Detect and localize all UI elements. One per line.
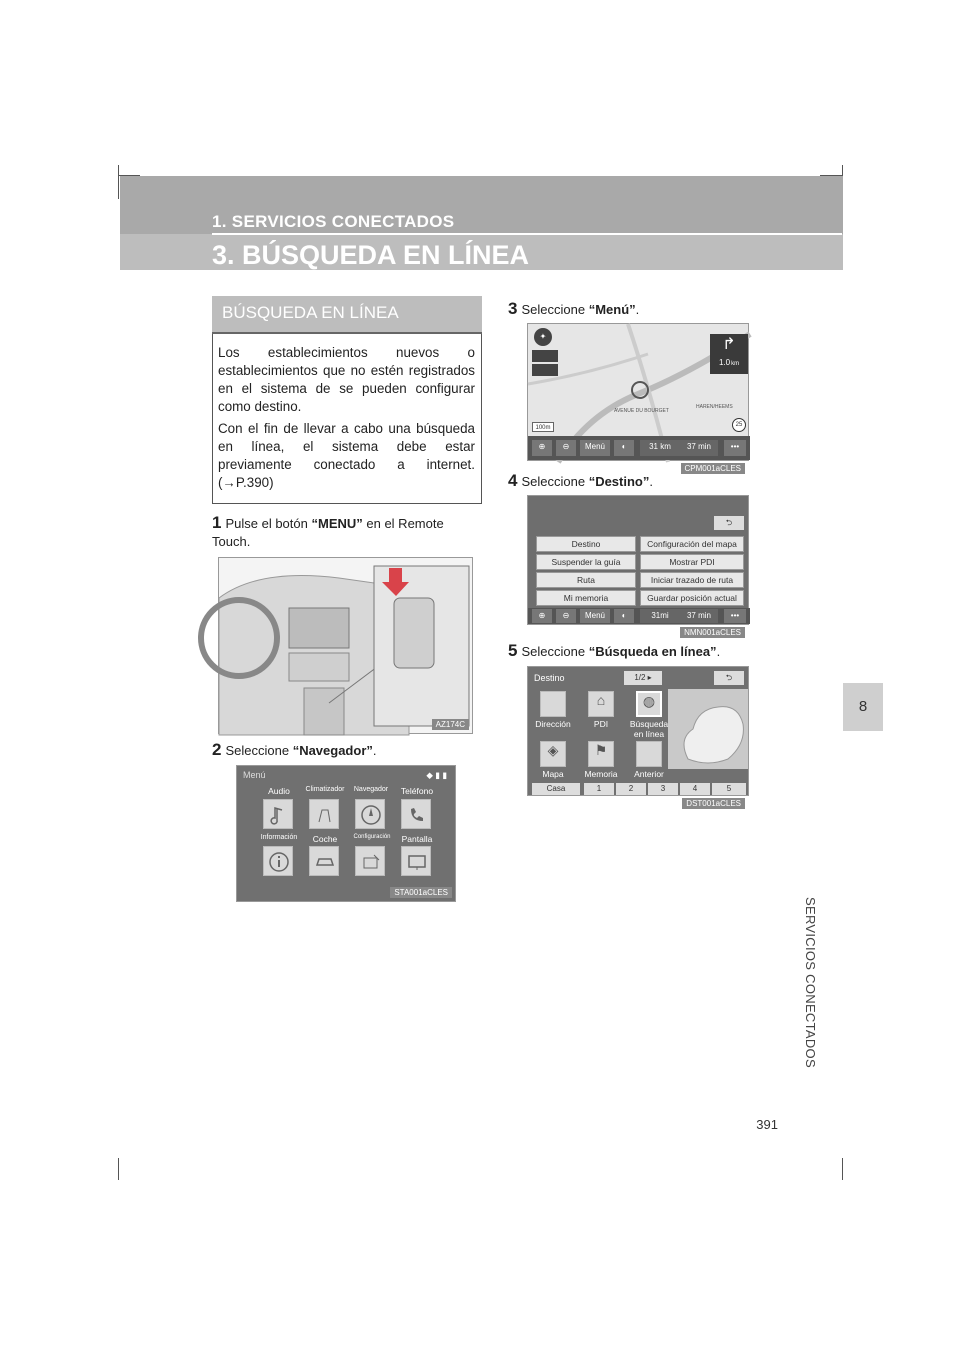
- back-button[interactable]: ⮌: [714, 516, 744, 530]
- infobox: [212, 334, 482, 504]
- step-text: .: [649, 474, 653, 489]
- page-title: 3. BÚSQUEDA EN LÍNEA: [212, 240, 530, 270]
- figure-menu-screen: [236, 765, 456, 902]
- nav-map-settings-button[interactable]: Configuración del mapa: [640, 536, 744, 552]
- figure-destination-screen: [527, 666, 749, 808]
- menu-settings-label: Configuración: [353, 834, 391, 840]
- dest-preset-1[interactable]: 1: [584, 783, 614, 795]
- menu-display-label: Pantalla: [401, 834, 433, 844]
- menu-audio-button[interactable]: [263, 799, 293, 829]
- dest-online-search-label: Búsqueda en línea: [629, 719, 669, 739]
- nav-destination-button[interactable]: Destino: [536, 536, 636, 552]
- car-interior-illustration: [219, 558, 474, 735]
- page-indicator[interactable]: 1/2 ▸: [624, 671, 662, 685]
- route-shield: 25: [732, 418, 746, 432]
- dest-map-button[interactable]: [540, 741, 566, 767]
- figure-label: CPM001aCLES: [681, 463, 745, 474]
- info-icon: [264, 847, 294, 877]
- step-4: [508, 472, 778, 491]
- crop-mark: [118, 165, 119, 199]
- infobox-paragraph: Con el fin de llevar a cabo una búsqueda en línea, el sistema debe estar previamente conectado a internet. (→P.390): [218, 421, 475, 490]
- trip-distance: 31 km: [640, 440, 680, 456]
- turn-arrow-icon: ↱: [722, 336, 736, 353]
- more-button[interactable]: •••: [724, 440, 746, 456]
- nav-my-memory-button[interactable]: Mi memoria: [536, 590, 636, 606]
- step-5: [508, 642, 778, 661]
- chapter-tab[interactable]: 8: [843, 683, 883, 731]
- menu-nav-button[interactable]: [355, 799, 385, 829]
- trip-time: 37 min: [680, 440, 718, 456]
- dest-memory-button[interactable]: [588, 741, 614, 767]
- section-title: 1. SERVICIOS CONECTADOS: [212, 212, 455, 231]
- seat-fan-icon: [310, 800, 340, 830]
- voice-button[interactable]: ◐: [614, 440, 634, 456]
- nav-suspend-guidance-button[interactable]: Suspender la guía: [536, 554, 636, 570]
- map-scale: 100m: [532, 422, 554, 432]
- figure-nav-menu-screen: [527, 495, 749, 637]
- settings-icon: [356, 847, 386, 877]
- header-divider: [212, 233, 842, 235]
- step-key: “MENU”: [311, 516, 363, 531]
- step-text: .: [716, 644, 721, 659]
- more-button[interactable]: •••: [724, 609, 746, 623]
- europe-map: [668, 689, 748, 769]
- crop-mark: [118, 1158, 119, 1180]
- step-text: Seleccione: [521, 302, 589, 317]
- dest-home-button[interactable]: Casa: [532, 783, 580, 795]
- map-option-button[interactable]: [532, 350, 558, 362]
- monitor-icon: [402, 847, 432, 877]
- page-header: [120, 176, 843, 270]
- step-text: .: [372, 743, 377, 758]
- nav-route-button[interactable]: Ruta: [536, 572, 636, 588]
- step-text: Seleccione: [225, 743, 293, 758]
- dest-poi-button[interactable]: [588, 691, 614, 717]
- step-key: “Destino”: [588, 474, 650, 489]
- dest-online-search-button[interactable]: [636, 691, 662, 717]
- step-number: 1: [212, 513, 222, 532]
- step-text: Seleccione: [521, 474, 589, 489]
- crop-mark: [842, 1158, 843, 1180]
- menu-climate-button[interactable]: [309, 799, 339, 829]
- guidance-unit: km: [731, 361, 740, 367]
- car-icon: [310, 847, 340, 877]
- step-text: .: [635, 302, 640, 317]
- figure-map-screen: [527, 323, 749, 473]
- menu-title: Menú: [243, 770, 266, 780]
- trip-distance: 31mi: [640, 609, 680, 623]
- dest-title: Destino: [534, 673, 565, 683]
- menu-car-label: Coche: [312, 834, 338, 844]
- dest-preset-5[interactable]: 5: [712, 783, 746, 795]
- menu-settings-button[interactable]: [355, 846, 385, 876]
- step-key: “Menú”: [588, 302, 636, 317]
- step-number: 3: [508, 299, 518, 318]
- zoom-in-button[interactable]: ⊕: [532, 609, 552, 623]
- guidance-panel: [710, 334, 748, 374]
- menu-car-button[interactable]: [309, 846, 339, 876]
- menu-info-label: Información: [260, 834, 298, 841]
- menu-display-button[interactable]: [401, 846, 431, 876]
- back-button[interactable]: ⮌: [714, 671, 744, 685]
- dest-memory-label: Memoria: [584, 769, 618, 779]
- step-2: [212, 741, 482, 760]
- building-icon: ⌂: [596, 692, 606, 708]
- menu-audio-label: Audio: [268, 786, 290, 796]
- compass-icon: ◈: [547, 742, 559, 758]
- menu-phone-label: Teléfono: [400, 786, 434, 796]
- figure-label: AZ174C: [432, 719, 469, 730]
- step-number: 5: [508, 641, 518, 660]
- page-indicator-text: 1/2: [634, 673, 646, 682]
- nav-menu-button[interactable]: Menú: [580, 609, 610, 623]
- zoom-out-button[interactable]: ⊖: [556, 440, 576, 456]
- dest-poi-label: PDI: [593, 719, 609, 729]
- map-menu-button[interactable]: Menú: [580, 440, 610, 456]
- compass-button[interactable]: ✦: [534, 328, 552, 346]
- nav-save-position-button[interactable]: Guardar posición actual: [640, 590, 744, 606]
- step-1: [212, 514, 482, 551]
- nav-start-trace-button[interactable]: Iniciar trazado de ruta: [640, 572, 744, 588]
- dest-previous-label: Anterior: [634, 769, 664, 779]
- trip-time: 37 min: [680, 609, 718, 623]
- dest-address-label: Dirección: [535, 719, 571, 729]
- step-text: Pulse el botón: [225, 516, 312, 531]
- map-bottom-bar: [528, 436, 750, 460]
- chapter-label: SERVICIOS CONECTADOS: [803, 897, 818, 1068]
- step-number: 4: [508, 471, 518, 490]
- step-3: [508, 300, 778, 319]
- map-option-button[interactable]: [532, 364, 558, 376]
- compass-icon: [356, 800, 386, 830]
- step-key: “Navegador”: [292, 743, 373, 758]
- voice-button[interactable]: ◐: [614, 609, 634, 623]
- figure-label: DST001aCLES: [682, 798, 745, 809]
- step-text: Seleccione: [521, 644, 589, 659]
- status-icons: ◆ ▮ ▮: [426, 770, 447, 780]
- guidance-distance: 1.0: [718, 358, 731, 367]
- step-text: en el Remote Touch.: [212, 516, 444, 549]
- nav-bottom-bar: [528, 608, 750, 624]
- map-place-label: HAREN/HEEMS: [696, 404, 733, 410]
- nav-show-poi-button[interactable]: Mostrar PDI: [640, 554, 744, 570]
- zoom-out-button[interactable]: ⊖: [556, 609, 576, 623]
- page-number: 391: [756, 1117, 778, 1132]
- dest-preset-3[interactable]: 3: [648, 783, 678, 795]
- dest-previous-button[interactable]: [636, 741, 662, 767]
- dest-address-button[interactable]: [540, 691, 566, 717]
- figure-label: STA001aCLES: [390, 887, 452, 898]
- infobox-title: BÚSQUEDA EN LÍNEA: [212, 296, 482, 332]
- figure-car-interior: [218, 557, 473, 734]
- dest-map-label: Mapa: [542, 769, 564, 779]
- phone-icon: [402, 800, 432, 830]
- menu-climate-label: Climatizador: [305, 786, 345, 793]
- dest-preset-4[interactable]: 4: [680, 783, 710, 795]
- flag-icon: ⚑: [594, 742, 608, 758]
- zoom-in-button[interactable]: ⊕: [532, 440, 552, 456]
- figure-label: NMN001aCLES: [680, 627, 745, 638]
- menu-nav-label: Navegador: [353, 786, 389, 793]
- menu-phone-button[interactable]: [401, 799, 431, 829]
- dest-preset-2[interactable]: 2: [616, 783, 646, 795]
- music-note-icon: [264, 800, 294, 830]
- menu-info-button[interactable]: [263, 846, 293, 876]
- step-key: “Búsqueda en línea”: [588, 644, 717, 659]
- map-street-label: AVENUE DU BOURGET: [614, 408, 669, 414]
- globe-search-icon: ◍: [642, 693, 656, 709]
- step-number: 2: [212, 740, 222, 759]
- infobox-paragraph: Los establecimientos nuevos o establecimientos que no estén registrados en el sistema de se pueden configurar como destino.: [218, 345, 475, 414]
